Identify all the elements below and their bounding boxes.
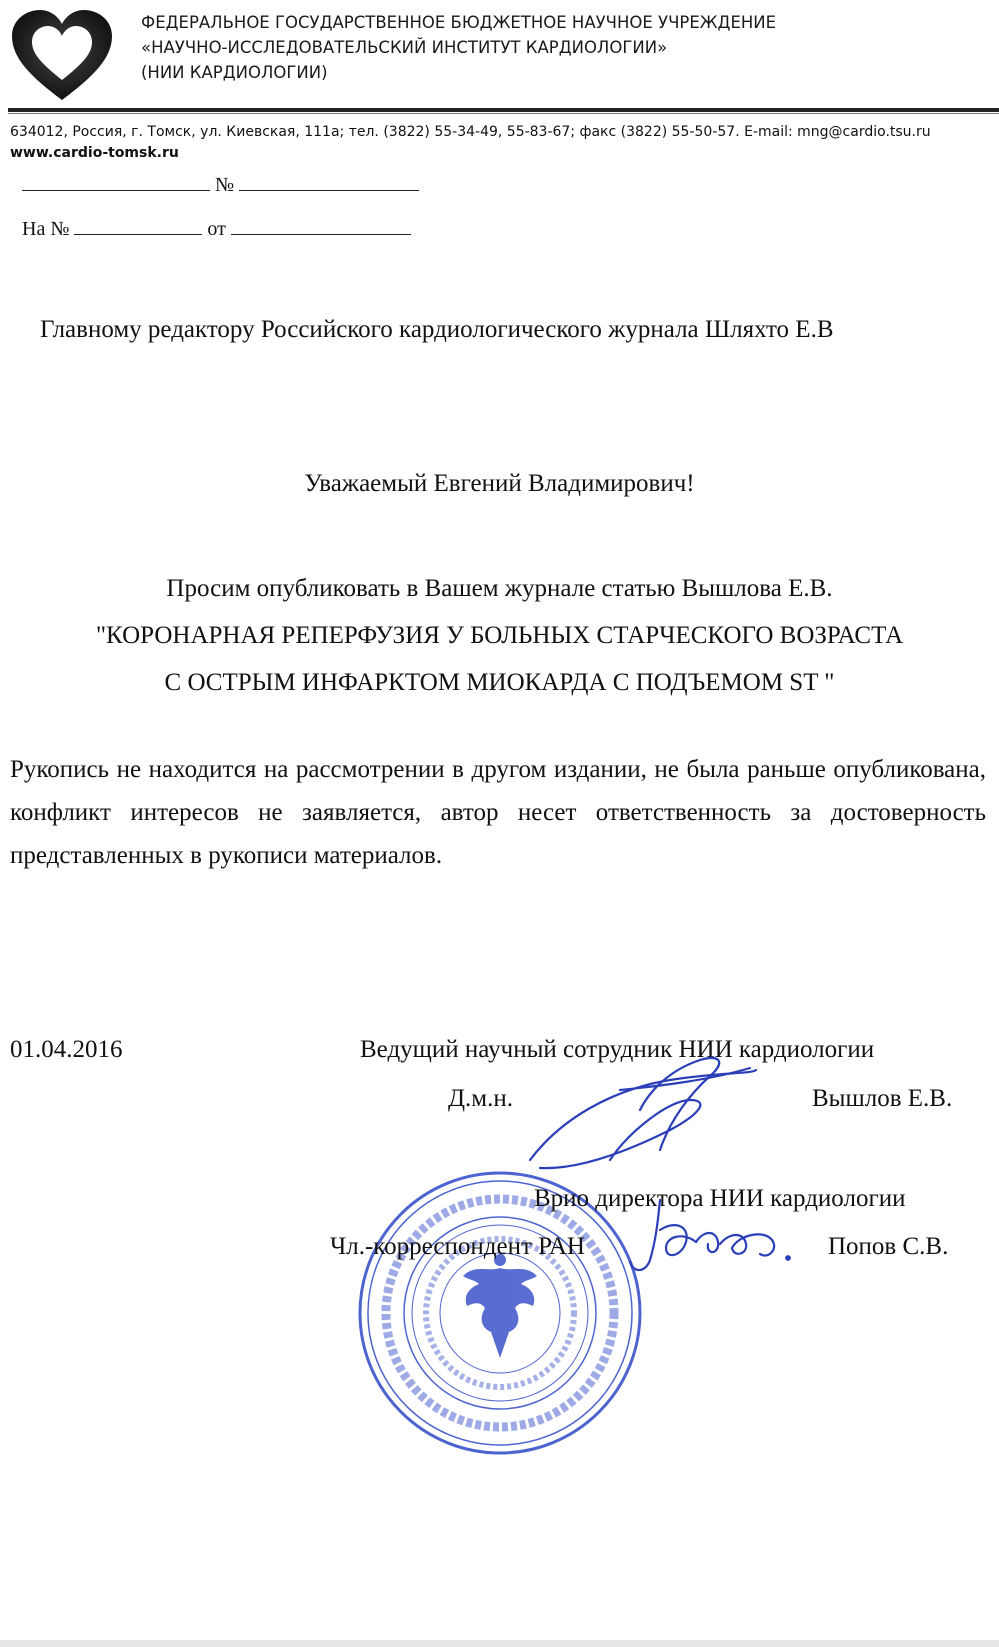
scan-bottom-edge (0, 1640, 999, 1647)
outgoing-date-field (22, 170, 210, 191)
website-link[interactable]: www.cardio-tomsk.ru (10, 145, 179, 161)
contact-details: 634012, Россия, г. Томск, ул. Киевская, 111а; тел. (3822) 55-34-49, 55-83-67; факс (3822) 55-50-57. E-mail: mng@cardio.tsu.ru (10, 124, 931, 140)
request-line: Просим опубликовать в Вашем журнале статью Вышлова Е.В. (166, 575, 833, 602)
heart-logo-icon (10, 10, 114, 102)
from-label: от (207, 218, 226, 240)
signer1-degree: Д.м.н. (448, 1085, 514, 1112)
letter-date: 01.04.2016 (10, 1036, 123, 1063)
letterhead-divider (8, 108, 999, 112)
signer1-position: Ведущий научный сотрудник НИИ кардиологии (360, 1036, 875, 1063)
org-line-3: (НИИ КАРДИОЛОГИИ) (141, 63, 328, 82)
letterhead-divider-thin (8, 113, 999, 114)
declaration-paragraph: Рукопись не находится на рассмотрении в другом издании, не была раньше опубликована, конфликт интересов не заявляется, автор несет ответственность за достоверность представленных в рукописи материалов. (10, 756, 986, 869)
org-line-2: «НАУЧНО-ИССЛЕДОВАТЕЛЬСКИЙ ИНСТИТУТ КАРДИОЛОГИИ» (141, 38, 668, 57)
article-title-line-2: С ОСТРЫМ ИНФАРКТОМ МИОКАРДА С ПОДЪЕМОМ ST " (164, 669, 835, 696)
signer1-name: Вышлов Е.В. (812, 1085, 953, 1112)
addressee: Главному редактору Российского кардиологического журнала Шляхто Е.В (40, 316, 834, 343)
outgoing-number-field (239, 170, 419, 191)
signer2-title: Чл.-корреспондент РАН (330, 1233, 585, 1260)
signature1-icon (520, 1050, 760, 1180)
signer2-name: Попов С.В. (828, 1233, 949, 1260)
signature2-icon (620, 1190, 820, 1280)
greeting: Уважаемый Евгений Владимирович! (304, 470, 695, 497)
outgoing-number-line (22, 170, 419, 197)
reference-number-line (22, 214, 411, 241)
number-sign: № (215, 174, 235, 196)
ref-label: На № (22, 218, 70, 240)
ref-date-field (231, 214, 411, 235)
ref-number-field (74, 214, 202, 235)
organization-name (141, 10, 776, 85)
signer2-position: Врио директора НИИ кардиологии (534, 1185, 906, 1212)
article-title-line-1: "КОРОНАРНАЯ РЕПЕРФУЗИЯ У БОЛЬНЫХ СТАРЧЕСКОГО ВОЗРАСТА (95, 622, 904, 649)
org-line-1: ФЕДЕРАЛЬНОЕ ГОСУДАРСТВЕННОЕ БЮДЖЕТНОЕ НАУЧНОЕ УЧРЕЖДЕНИЕ (141, 13, 777, 32)
contact-block (10, 122, 931, 164)
